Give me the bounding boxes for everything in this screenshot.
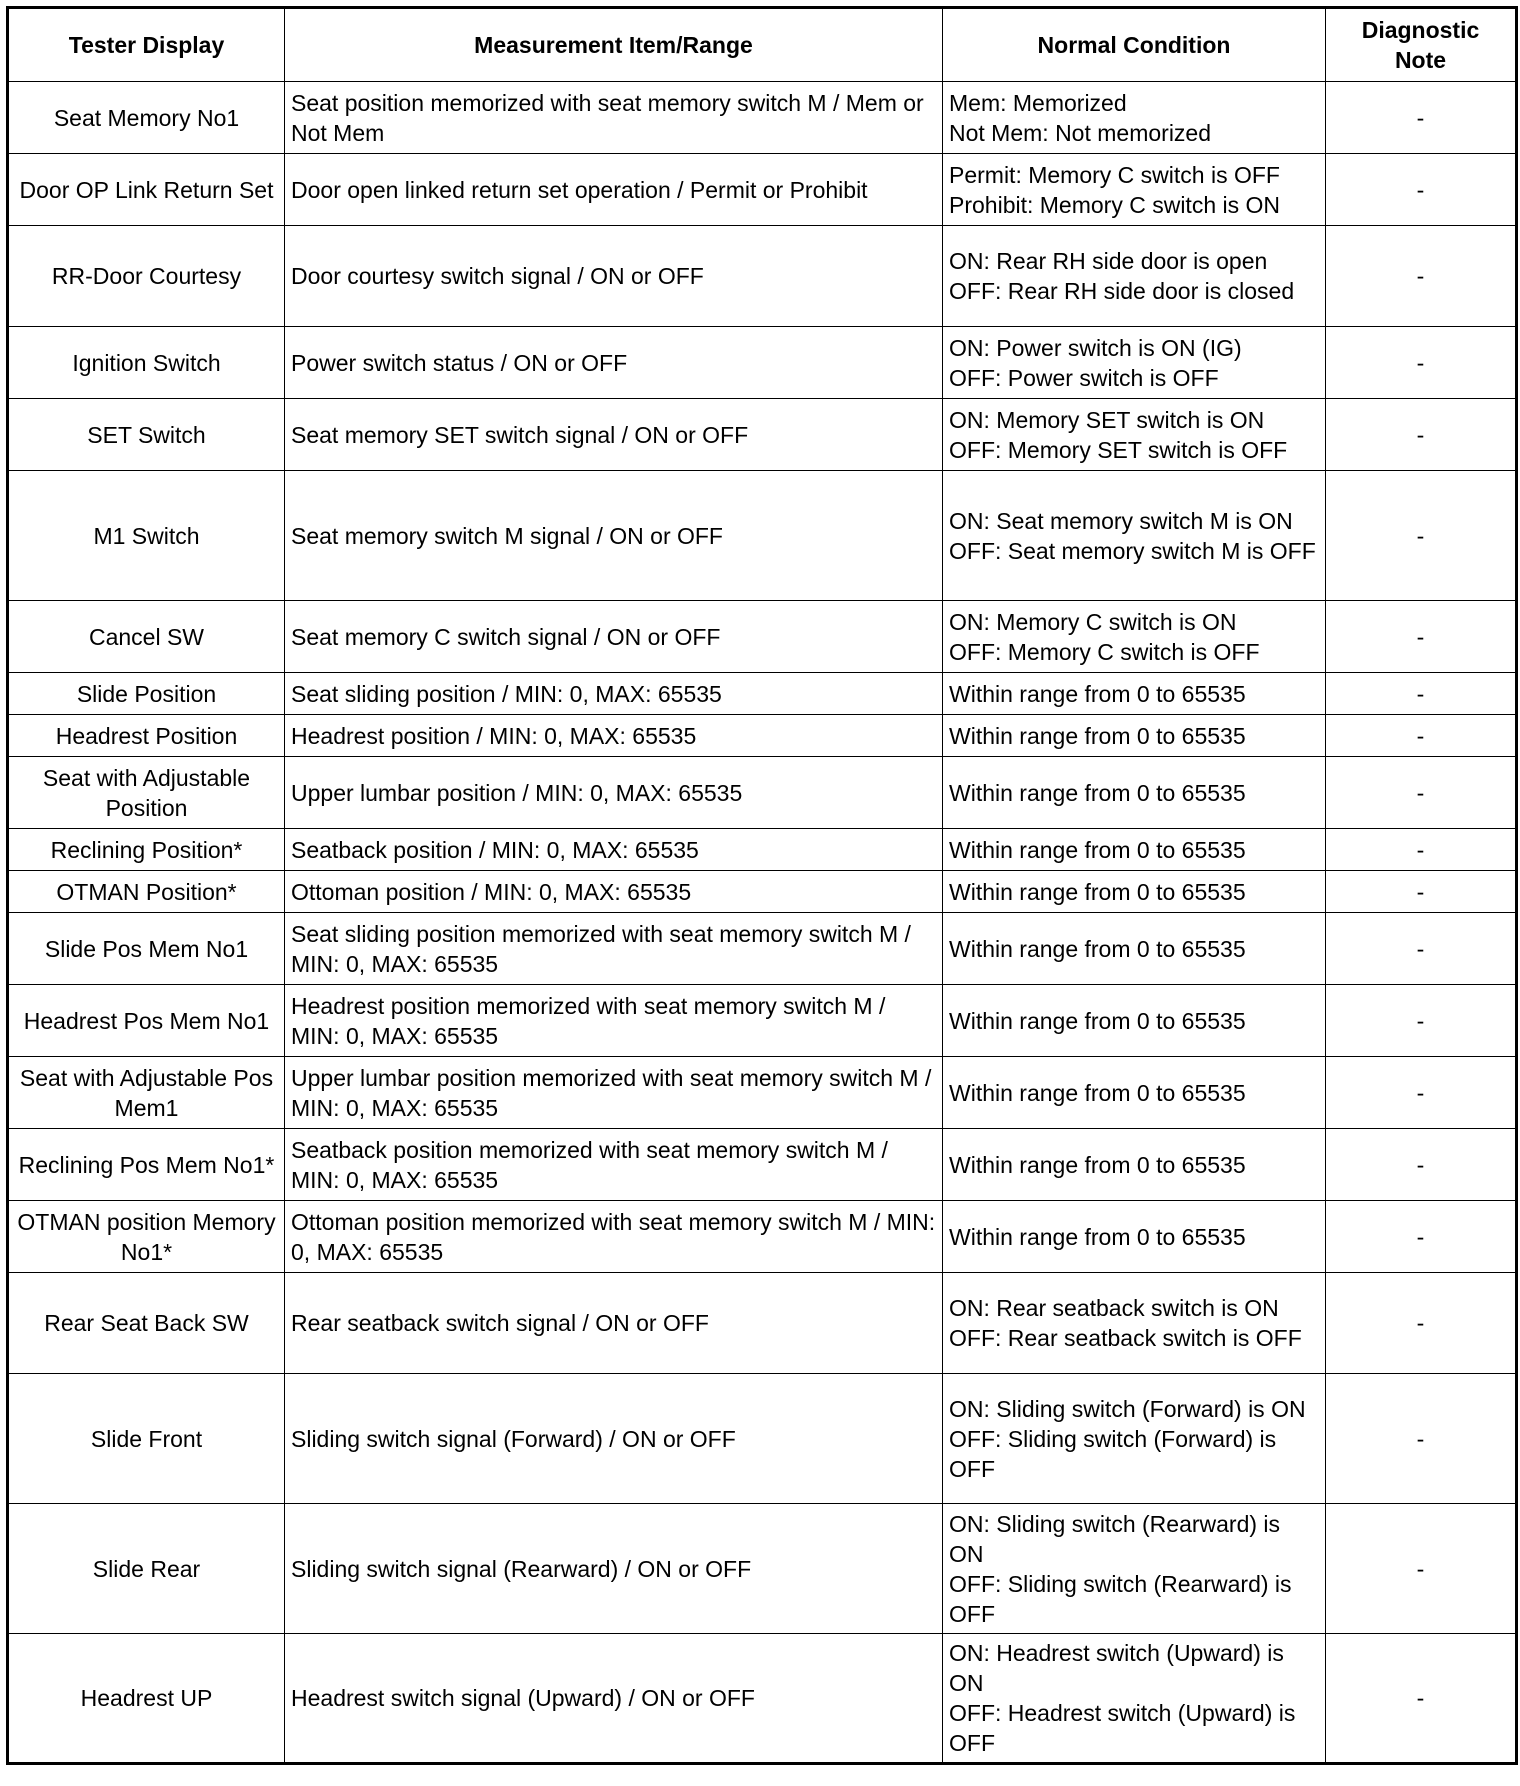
- tester-display-cell: Slide Pos Mem No1: [8, 913, 285, 985]
- normal-condition-cell: [943, 1374, 1326, 1504]
- condition-line: OFF: Power switch is OFF: [949, 364, 1219, 391]
- normal-condition-cell: [943, 327, 1326, 399]
- condition-line: Not Mem: Not memorized: [949, 119, 1212, 146]
- tester-display-cell: Slide Front: [8, 1374, 285, 1504]
- tester-display-cell: Seat with Adjustable Position: [8, 757, 285, 829]
- tester-display-cell: Seat Memory No1: [8, 82, 285, 154]
- tester-display-cell: SET Switch: [8, 399, 285, 471]
- tester-display-cell: Cancel SW: [8, 601, 285, 673]
- measurement-item-cell: Headrest switch signal (Upward) / ON or OFF: [285, 1634, 943, 1764]
- measurement-item-cell: Ottoman position memorized with seat memory switch M / MIN: 0, MAX: 65535: [285, 1201, 943, 1273]
- condition-line: OFF: Headrest switch (Upward) is OFF: [949, 1700, 1296, 1756]
- condition-line: ON: Headrest switch (Upward) is ON: [949, 1640, 1284, 1696]
- normal-condition-cell: [943, 829, 1326, 871]
- condition-line: Within range from 0 to 65535: [949, 878, 1246, 905]
- table-row: [8, 154, 1517, 226]
- header-tester-display: Tester Display: [8, 8, 285, 82]
- condition-line: Within range from 0 to 65535: [949, 1151, 1246, 1178]
- table-row: [8, 399, 1517, 471]
- tester-display-cell: Headrest Pos Mem No1: [8, 985, 285, 1057]
- normal-condition-cell: [943, 154, 1326, 226]
- diagnostic-note-cell: -: [1326, 601, 1517, 673]
- condition-line: Within range from 0 to 65535: [949, 680, 1246, 707]
- normal-condition-cell: [943, 226, 1326, 327]
- header-row: [8, 8, 1517, 82]
- tester-display-cell: Reclining Position*: [8, 829, 285, 871]
- table-row: [8, 985, 1517, 1057]
- normal-condition-cell: [943, 1057, 1326, 1129]
- tester-display-cell: M1 Switch: [8, 471, 285, 601]
- measurement-item-cell: Upper lumbar position / MIN: 0, MAX: 65535: [285, 757, 943, 829]
- condition-line: OFF: Rear RH side door is closed: [949, 278, 1295, 304]
- condition-line: ON: Seat memory switch M is ON: [949, 507, 1293, 534]
- diagnostic-note-cell: -: [1326, 913, 1517, 985]
- table-row: [8, 471, 1517, 601]
- table-body: [8, 82, 1517, 1764]
- condition-line: Within range from 0 to 65535: [949, 935, 1246, 962]
- data-list-table: [6, 6, 1518, 1765]
- diagnostic-note-cell: -: [1326, 985, 1517, 1057]
- diagnostic-note-cell: -: [1326, 471, 1517, 601]
- header-normal-condition: Normal Condition: [943, 8, 1326, 82]
- measurement-item-cell: Seat memory SET switch signal / ON or OFF: [285, 399, 943, 471]
- table-row: [8, 715, 1517, 757]
- diagnostic-note-cell: -: [1326, 1201, 1517, 1273]
- condition-line: OFF: Memory SET switch is OFF: [949, 436, 1288, 463]
- measurement-item-cell: Seat sliding position memorized with seat memory switch M / MIN: 0, MAX: 65535: [285, 913, 943, 985]
- table-row: [8, 82, 1517, 154]
- table-row: [8, 673, 1517, 715]
- condition-line: ON: Sliding switch (Rearward) is ON: [949, 1510, 1281, 1567]
- normal-condition-cell: [943, 399, 1326, 471]
- tester-display-cell: Headrest UP: [8, 1634, 285, 1764]
- condition-line: OFF: Rear seatback switch is OFF: [949, 1325, 1302, 1351]
- condition-line: ON: Memory C switch is ON: [949, 608, 1237, 635]
- header-diagnostic-note: Diagnostic Note: [1326, 8, 1517, 82]
- condition-line: Within range from 0 to 65535: [949, 1007, 1246, 1034]
- measurement-item-cell: Door open linked return set operation / Permit or Prohibit: [285, 154, 943, 226]
- condition-line: OFF: Sliding switch (Rearward) is OFF: [949, 1570, 1292, 1627]
- condition-line: OFF: Seat memory switch M is OFF: [949, 537, 1316, 564]
- measurement-item-cell: Upper lumbar position memorized with seat memory switch M / MIN: 0, MAX: 65535: [285, 1057, 943, 1129]
- table-row: [8, 1504, 1517, 1634]
- normal-condition-cell: [943, 1201, 1326, 1273]
- data-table-wrapper: [6, 6, 1518, 1765]
- normal-condition-cell: [943, 471, 1326, 601]
- diagnostic-note-cell: -: [1326, 1504, 1517, 1634]
- table-row: [8, 871, 1517, 913]
- table-row: [8, 829, 1517, 871]
- measurement-item-cell: Seat position memorized with seat memory switch M / Mem or Not Mem: [285, 82, 943, 154]
- measurement-item-cell: Headrest position memorized with seat memory switch M / MIN: 0, MAX: 65535: [285, 985, 943, 1057]
- tester-display-cell: OTMAN Position*: [8, 871, 285, 913]
- measurement-item-cell: Door courtesy switch signal / ON or OFF: [285, 226, 943, 327]
- tester-display-cell: RR-Door Courtesy: [8, 226, 285, 327]
- tester-display-cell: Reclining Pos Mem No1*: [8, 1129, 285, 1201]
- diagnostic-note-cell: -: [1326, 154, 1517, 226]
- normal-condition-cell: [943, 1129, 1326, 1201]
- measurement-item-cell: Seatback position / MIN: 0, MAX: 65535: [285, 829, 943, 871]
- diagnostic-note-cell: -: [1326, 1057, 1517, 1129]
- diagnostic-note-cell: -: [1326, 829, 1517, 871]
- condition-line: Within range from 0 to 65535: [949, 1079, 1246, 1106]
- diagnostic-note-cell: -: [1326, 1273, 1517, 1374]
- table-row: [8, 913, 1517, 985]
- condition-line: Permit: Memory C switch is OFF: [949, 161, 1280, 188]
- condition-line: ON: Power switch is ON (IG): [949, 334, 1242, 361]
- measurement-item-cell: Seat memory switch M signal / ON or OFF: [285, 471, 943, 601]
- condition-line: ON: Rear seatback switch is ON: [949, 1295, 1279, 1321]
- diagnostic-note-cell: -: [1326, 82, 1517, 154]
- header-measurement-item: Measurement Item/Range: [285, 8, 943, 82]
- tester-display-cell: Slide Position: [8, 673, 285, 715]
- measurement-item-cell: Headrest position / MIN: 0, MAX: 65535: [285, 715, 943, 757]
- table-row: [8, 1129, 1517, 1201]
- tester-display-cell: Ignition Switch: [8, 327, 285, 399]
- condition-line: Within range from 0 to 65535: [949, 1223, 1246, 1250]
- diagnostic-note-cell: -: [1326, 327, 1517, 399]
- condition-line: OFF: Memory C switch is OFF: [949, 638, 1260, 665]
- diagnostic-note-cell: -: [1326, 1374, 1517, 1504]
- table-row: [8, 1634, 1517, 1764]
- condition-line: ON: Rear RH side door is open: [949, 248, 1268, 274]
- condition-line: ON: Sliding switch (Forward) is ON: [949, 1395, 1306, 1422]
- table-row: [8, 757, 1517, 829]
- tester-display-cell: Headrest Position: [8, 715, 285, 757]
- tester-display-cell: Door OP Link Return Set: [8, 154, 285, 226]
- normal-condition-cell: [943, 871, 1326, 913]
- diagnostic-note-cell: -: [1326, 673, 1517, 715]
- measurement-item-cell: Seat memory C switch signal / ON or OFF: [285, 601, 943, 673]
- diagnostic-note-cell: -: [1326, 871, 1517, 913]
- normal-condition-cell: [943, 715, 1326, 757]
- normal-condition-cell: [943, 673, 1326, 715]
- measurement-item-cell: Sliding switch signal (Rearward) / ON or OFF: [285, 1504, 943, 1634]
- diagnostic-note-cell: -: [1326, 226, 1517, 327]
- measurement-item-cell: Ottoman position / MIN: 0, MAX: 65535: [285, 871, 943, 913]
- condition-line: Prohibit: Memory C switch is ON: [949, 191, 1281, 218]
- table-row: [8, 327, 1517, 399]
- condition-line: Within range from 0 to 65535: [949, 779, 1246, 806]
- diagnostic-note-cell: -: [1326, 399, 1517, 471]
- table-row: [8, 226, 1517, 327]
- condition-line: Within range from 0 to 65535: [949, 836, 1246, 863]
- table-row: [8, 1057, 1517, 1129]
- normal-condition-cell: [943, 1504, 1326, 1634]
- normal-condition-cell: [943, 601, 1326, 673]
- condition-line: ON: Memory SET switch is ON: [949, 406, 1265, 433]
- diagnostic-note-cell: -: [1326, 1129, 1517, 1201]
- tester-display-cell: Rear Seat Back SW: [8, 1273, 285, 1374]
- table-row: [8, 1374, 1517, 1504]
- normal-condition-cell: [943, 985, 1326, 1057]
- diagnostic-note-cell: -: [1326, 715, 1517, 757]
- diagnostic-note-cell: -: [1326, 1634, 1517, 1764]
- table-row: [8, 601, 1517, 673]
- measurement-item-cell: Seat sliding position / MIN: 0, MAX: 65535: [285, 673, 943, 715]
- tester-display-cell: Slide Rear: [8, 1504, 285, 1634]
- measurement-item-cell: Sliding switch signal (Forward) / ON or OFF: [285, 1374, 943, 1504]
- normal-condition-cell: [943, 82, 1326, 154]
- measurement-item-cell: Seatback position memorized with seat memory switch M / MIN: 0, MAX: 65535: [285, 1129, 943, 1201]
- normal-condition-cell: [943, 1634, 1326, 1764]
- measurement-item-cell: Power switch status / ON or OFF: [285, 327, 943, 399]
- normal-condition-cell: [943, 913, 1326, 985]
- condition-line: Within range from 0 to 65535: [949, 722, 1246, 749]
- tester-display-cell: Seat with Adjustable Pos Mem1: [8, 1057, 285, 1129]
- tester-display-cell: OTMAN position Memory No1*: [8, 1201, 285, 1273]
- measurement-item-cell: Rear seatback switch signal / ON or OFF: [285, 1273, 943, 1374]
- normal-condition-cell: [943, 1273, 1326, 1374]
- condition-line: Mem: Memorized: [949, 89, 1127, 116]
- condition-line: OFF: Sliding switch (Forward) is OFF: [949, 1425, 1277, 1482]
- table-row: [8, 1273, 1517, 1374]
- normal-condition-cell: [943, 757, 1326, 829]
- diagnostic-note-cell: -: [1326, 757, 1517, 829]
- table-row: [8, 1201, 1517, 1273]
